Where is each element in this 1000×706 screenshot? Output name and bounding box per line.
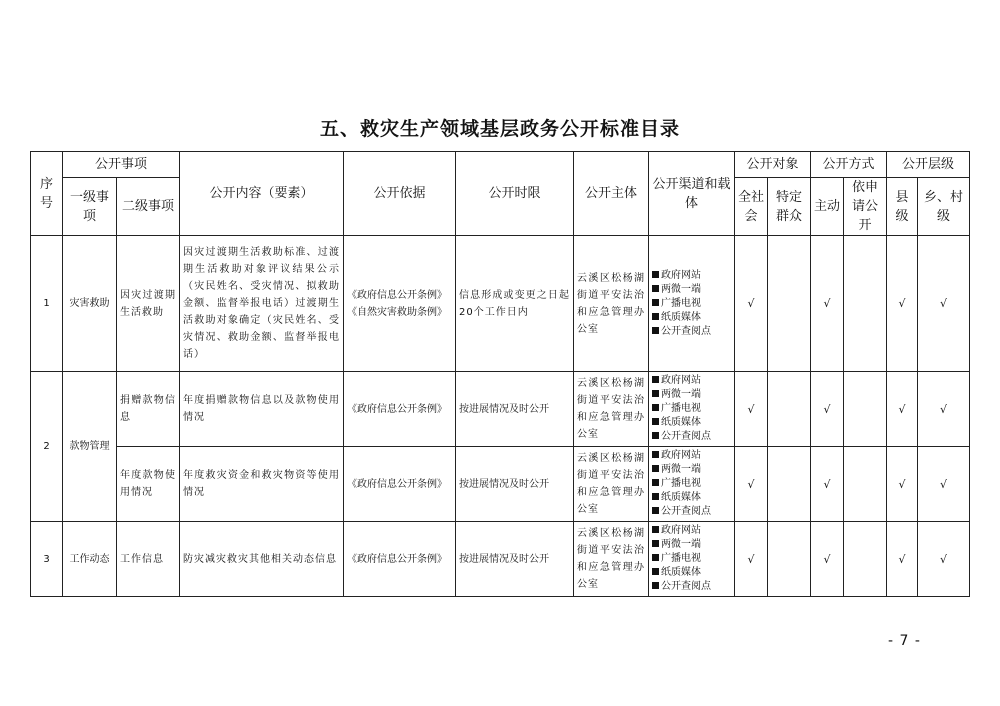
black-square-icon [652, 313, 659, 320]
channel-item: 两微一端 [652, 538, 731, 552]
row-level2: 因灾过渡期生活救助 [117, 236, 180, 372]
table-row [31, 372, 970, 447]
header-target-all: 全社会 [735, 178, 768, 236]
row-basis: 《政府信息公开条例》 [344, 447, 456, 522]
header-subject: 公开主体 [574, 152, 649, 236]
row-level2: 捐赠款物信息 [117, 372, 180, 447]
black-square-icon [652, 507, 659, 514]
check-method-active: √ [811, 372, 844, 447]
check-target-specific [768, 447, 811, 522]
header-channel: 公开渠道和载体 [649, 152, 735, 236]
channel-item: 公开查阅点 [652, 325, 731, 339]
black-square-icon [652, 404, 659, 411]
channel-item: 广播电视 [652, 552, 731, 566]
header-level-township: 乡、村级 [918, 178, 970, 236]
check-target-all: √ [735, 372, 768, 447]
channel-item: 政府网站 [652, 374, 731, 388]
row-level2: 工作信息 [117, 522, 180, 597]
header-seq: 序号 [31, 152, 63, 236]
header-level-group: 公开层级 [887, 152, 970, 178]
row-subject: 云溪区松杨湖街道平安法治和应急管理办公室 [574, 372, 649, 447]
table-row [31, 522, 970, 597]
black-square-icon [652, 493, 659, 500]
channel-item: 纸质媒体 [652, 491, 731, 505]
row-time-limit: 按进展情况及时公开 [456, 447, 574, 522]
disclosure-catalog-table [30, 151, 970, 597]
header-method-request: 依申请公开 [844, 178, 887, 236]
check-method-request [844, 236, 887, 372]
check-level-county: √ [887, 372, 918, 447]
check-target-specific [768, 522, 811, 597]
row-seq: 3 [31, 522, 63, 597]
check-level-township: √ [918, 522, 970, 597]
row-level2: 年度款物使用情况 [117, 447, 180, 522]
check-level-county: √ [887, 447, 918, 522]
check-method-request [844, 522, 887, 597]
check-method-active: √ [811, 447, 844, 522]
header-target-group: 公开对象 [735, 152, 811, 178]
header-items-group: 公开事项 [63, 152, 180, 178]
black-square-icon [652, 582, 659, 589]
black-square-icon [652, 554, 659, 561]
header-method-active: 主动 [811, 178, 844, 236]
row-channel [649, 236, 735, 372]
channel-item: 政府网站 [652, 524, 731, 538]
check-target-all: √ [735, 236, 768, 372]
channel-item: 两微一端 [652, 283, 731, 297]
check-method-request [844, 447, 887, 522]
check-level-county: √ [887, 236, 918, 372]
black-square-icon [652, 451, 659, 458]
black-square-icon [652, 432, 659, 439]
row-seq: 1 [31, 236, 63, 372]
black-square-icon [652, 418, 659, 425]
row-basis: 《政府信息公开条例》 [344, 522, 456, 597]
header-level2: 二级事项 [117, 178, 180, 236]
row-content: 年度捐赠款物信息以及款物使用情况 [180, 372, 344, 447]
check-target-specific [768, 236, 811, 372]
row-content: 防灾减灾救灾其他相关动态信息 [180, 522, 344, 597]
channel-item: 公开查阅点 [652, 580, 731, 594]
row-subject: 云溪区松杨湖街道平安法治和应急管理办公室 [574, 236, 649, 372]
channel-item: 广播电视 [652, 477, 731, 491]
channel-item: 政府网站 [652, 269, 731, 283]
row-time-limit: 信息形成或变更之日起20个工作日内 [456, 236, 574, 372]
header-method-group: 公开方式 [811, 152, 887, 178]
row-content: 因灾过渡期生活救助标准、过渡期生活救助对象评议结果公示（灾民姓名、受灾情况、拟救助金额、监督举报电话）过渡期生活救助对象确定（灾民姓名、受灾情况、救助金额、监督举报电话） [180, 236, 344, 372]
black-square-icon [652, 526, 659, 533]
header-basis: 公开依据 [344, 152, 456, 236]
row-channel [649, 372, 735, 447]
row-basis: 《政府信息公开条例》 [344, 372, 456, 447]
black-square-icon [652, 271, 659, 278]
check-target-all: √ [735, 447, 768, 522]
black-square-icon [652, 568, 659, 575]
check-level-township: √ [918, 447, 970, 522]
black-square-icon [652, 465, 659, 472]
row-level1: 工作动态 [63, 522, 117, 597]
row-channel [649, 447, 735, 522]
check-method-request [844, 372, 887, 447]
channel-item: 纸质媒体 [652, 416, 731, 430]
check-target-all: √ [735, 522, 768, 597]
row-subject: 云溪区松杨湖街道平安法治和应急管理办公室 [574, 447, 649, 522]
row-basis: 《政府信息公开条例》《自然灾害救助条例》 [344, 236, 456, 372]
black-square-icon [652, 299, 659, 306]
channel-item: 公开查阅点 [652, 430, 731, 444]
header-target-specific: 特定群众 [768, 178, 811, 236]
channel-item: 广播电视 [652, 297, 731, 311]
check-method-active: √ [811, 236, 844, 372]
row-level1: 款物管理 [63, 372, 117, 522]
row-content: 年度救灾资金和救灾物资等使用情况 [180, 447, 344, 522]
header-time-limit: 公开时限 [456, 152, 574, 236]
row-subject: 云溪区松杨湖街道平安法治和应急管理办公室 [574, 522, 649, 597]
table-row [31, 447, 970, 522]
channel-item: 政府网站 [652, 449, 731, 463]
channel-item: 两微一端 [652, 388, 731, 402]
black-square-icon [652, 479, 659, 486]
channel-item: 纸质媒体 [652, 311, 731, 325]
channel-item: 公开查阅点 [652, 505, 731, 519]
check-level-county: √ [887, 522, 918, 597]
header-level-county: 县级 [887, 178, 918, 236]
channel-item: 两微一端 [652, 463, 731, 477]
black-square-icon [652, 540, 659, 547]
page-title: 五、救灾生产领域基层政务公开标准目录 [319, 118, 680, 140]
table-row [31, 236, 970, 372]
check-target-specific [768, 372, 811, 447]
black-square-icon [652, 327, 659, 334]
row-time-limit: 按进展情况及时公开 [456, 522, 574, 597]
black-square-icon [652, 376, 659, 383]
black-square-icon [652, 285, 659, 292]
check-level-township: √ [918, 372, 970, 447]
row-channel [649, 522, 735, 597]
header-level1: 一级事项 [63, 178, 117, 236]
black-square-icon [652, 390, 659, 397]
page-number: - 7 - [888, 633, 921, 649]
check-level-township: √ [918, 236, 970, 372]
check-method-active: √ [811, 522, 844, 597]
channel-item: 纸质媒体 [652, 566, 731, 580]
header-content: 公开内容（要素） [180, 152, 344, 236]
row-seq: 2 [31, 372, 63, 522]
channel-item: 广播电视 [652, 402, 731, 416]
row-level1: 灾害救助 [63, 236, 117, 372]
row-time-limit: 按进展情况及时公开 [456, 372, 574, 447]
